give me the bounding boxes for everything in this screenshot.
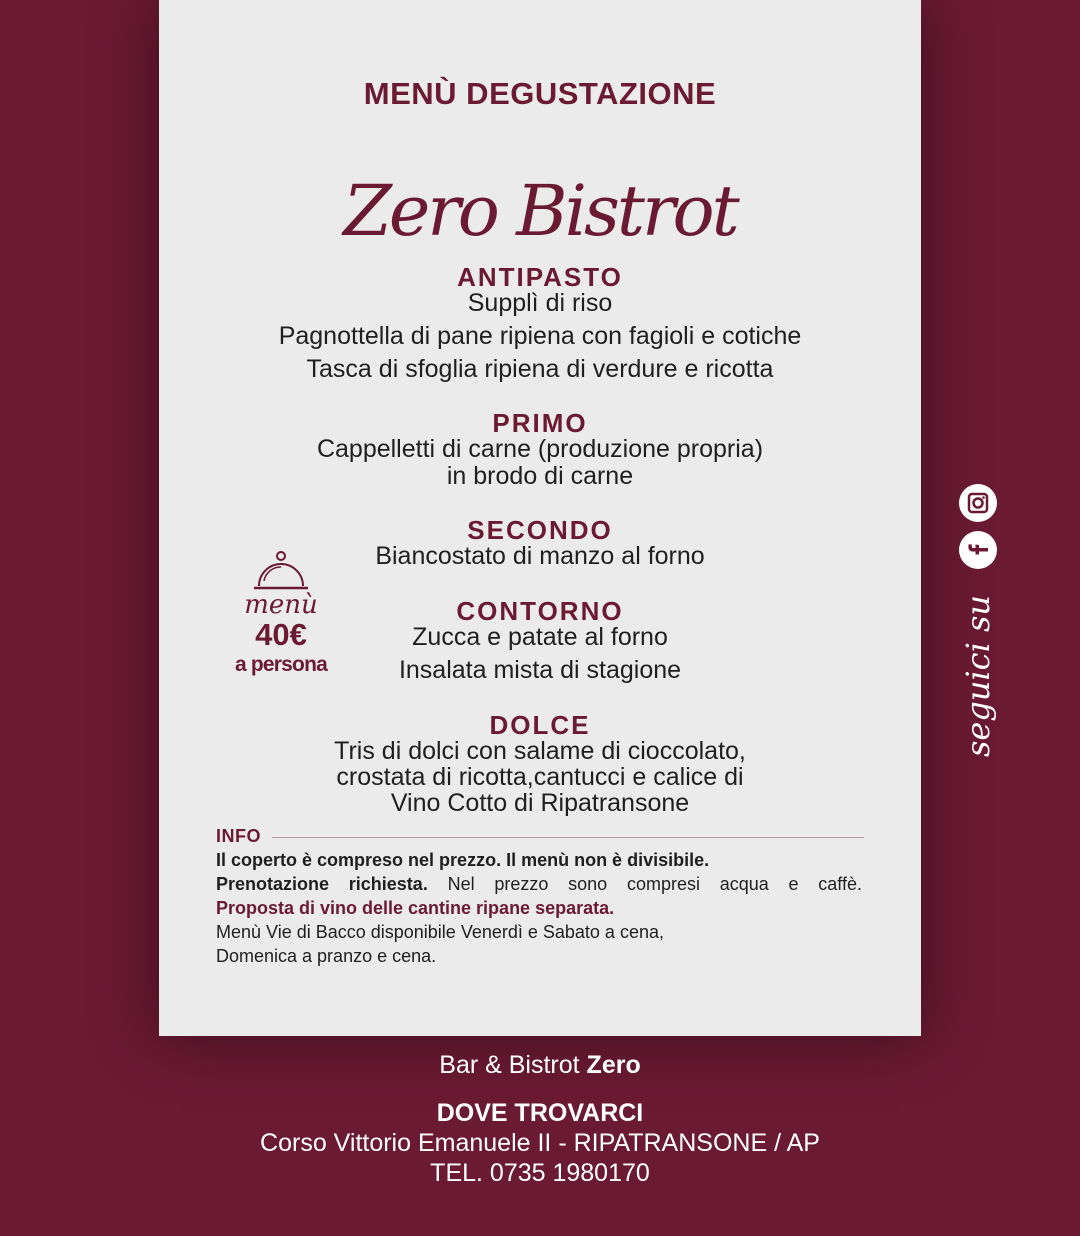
price-amount: 40€: [255, 617, 307, 652]
section-title-antipasto: ANTIPASTO: [457, 262, 623, 292]
facebook-icon[interactable]: [959, 531, 997, 569]
dish-item: Insalata mista di stagione: [398, 656, 682, 684]
dish-item: Biancostato di manzo al forno: [375, 542, 705, 570]
brand-title: Zero Bistrot: [343, 170, 737, 252]
footer-brand: [0, 1051, 1080, 1080]
section-title-secondo: SECONDO: [467, 515, 613, 545]
info-bold: Prenotazione richiesta.: [216, 874, 428, 894]
price-badge: [219, 548, 343, 678]
info-line: Proposta di vino delle cantine ripane separata.: [216, 898, 615, 918]
dish-item: Cappelletti di carne (produzione propria): [316, 435, 764, 463]
dish-item: Vino Cotto di Ripatransone: [390, 789, 690, 817]
section-title-primo: PRIMO: [492, 408, 588, 438]
instagram-icon[interactable]: [959, 484, 997, 522]
info-divider: [272, 837, 864, 838]
section-title-contorno: CONTORNO: [456, 596, 624, 626]
info-line: Domenica a pranzo e cena.: [216, 946, 437, 966]
info-line: [216, 874, 862, 895]
section-title-dolce: DOLCE: [489, 710, 591, 740]
footer-brand-prefix: Bar & Bistrot: [439, 1051, 580, 1079]
footer-phone: TEL. 0735 1980170: [430, 1159, 650, 1187]
footer-brand-name: Zero: [586, 1051, 641, 1079]
follow-us-label: seguici su: [959, 594, 997, 758]
price-menu-label: menù: [244, 590, 318, 620]
info-text: Nel prezzo sono compresi acqua e caffè.: [447, 874, 862, 894]
menu-card: [159, 0, 921, 1036]
dish-item: Supplì di riso: [467, 289, 613, 317]
dish-item: Tris di dolci con salame di cioccolato,: [334, 737, 746, 765]
dish-item: Zucca e patate al forno: [412, 623, 668, 651]
dish-item: Pagnottella di pane ripiena con fagioli e cotiche: [278, 322, 802, 350]
instagram-glyph: [959, 484, 997, 522]
info-line: Il coperto è compreso nel prezzo. Il menù non è divisibile.: [216, 850, 710, 870]
footer-address: Corso Vittorio Emanuele II - RIPATRANSONE / AP: [260, 1129, 820, 1157]
dish-item: crostata di ricotta,cantucci e calice di: [336, 763, 744, 791]
facebook-glyph: [959, 531, 997, 569]
dish-item: Tasca di sfoglia ripiena di verdure e ricotta: [306, 355, 774, 383]
menu-subtitle: MENÙ DEGUSTAZIONE: [363, 76, 717, 111]
price-per-person: a persona: [234, 653, 327, 676]
info-title: INFO: [216, 826, 261, 846]
dish-item: in brodo di carne: [446, 462, 634, 490]
info-line: Menù Vie di Bacco disponibile Venerdì e Sabato a cena,: [216, 922, 664, 942]
footer-where-title: DOVE TROVARCI: [436, 1099, 644, 1127]
